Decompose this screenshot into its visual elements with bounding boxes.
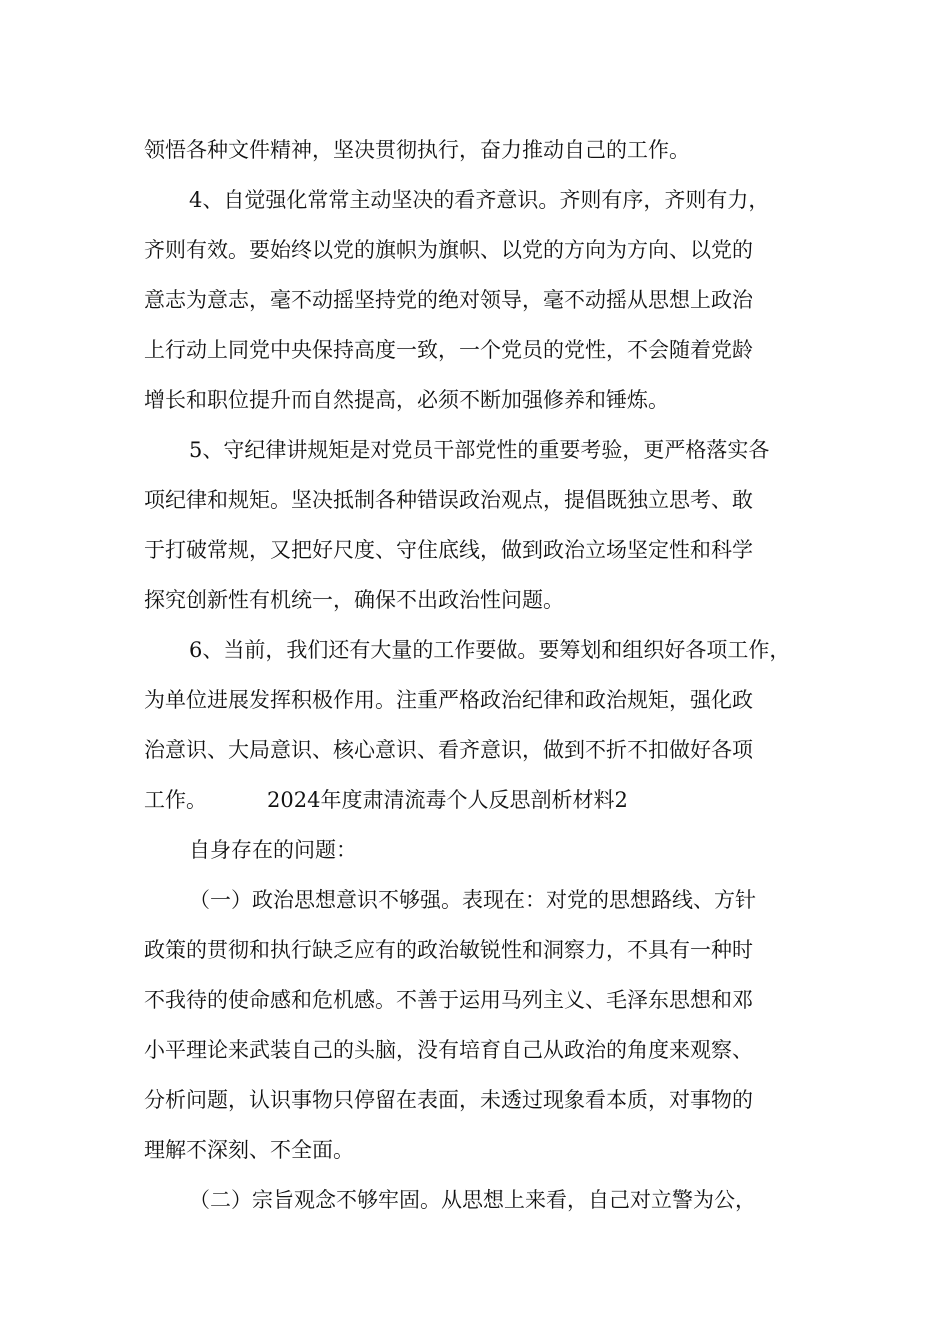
paragraph-two-line: （二）宗旨观念不够牢固。从思想上来看，自己对立警为公， [189,1188,756,1212]
paragraph-5-line: 5、守纪律讲规矩是对党员干部党性的重要考验，更严格落实各 [189,438,770,462]
text-line: 探究创新性有机统一，确保不出政治性问题。 [144,588,564,612]
text-line: 理解不深刻、不全面。 [144,1138,354,1162]
text-line: 分析问题，认识事物只停留在表面，未透过现象看本质，对事物的 [144,1088,753,1112]
text-line: 领悟各种文件精神，坚决贯彻执行，奋力推动自己的工作。 [144,138,690,162]
text-line: 于打破常规，又把好尺度、守住底线，做到政治立场坚定性和科学 [144,538,753,562]
text-line: 增长和职位提升而自然提高，必须不断加强修养和锤炼。 [144,388,669,412]
text-line: 齐则有效。要始终以党的旗帜为旗帜、以党的方向为方向、以党的 [144,238,753,262]
text-line: 为单位进展发挥积极作用。注重严格政治纪律和政治规矩，强化政 [144,688,753,712]
text-line: 意志为意志，毫不动摇坚持党的绝对领导，毫不动摇从思想上政治 [144,288,753,312]
document-subtitle: 2024年度肃清流毒个人反思剖析材料2 [267,788,628,812]
text-line: 不我待的使命感和危机感。不善于运用马列主义、毛泽东思想和邓 [144,988,753,1012]
text-line: 政策的贯彻和执行缺乏应有的政治敏锐性和洞察力，不具有一种时 [144,938,753,962]
paragraph-one-line: （一）政治思想意识不够强。表现在：对党的思想路线、方针 [189,888,756,912]
section-heading: 自身存在的问题： [189,838,357,862]
text-line: 上行动上同党中央保持高度一致，一个党员的党性，不会随着党龄 [144,338,753,362]
paragraph-6-line: 6、当前，我们还有大量的工作要做。要筹划和组织好各项工作， [189,638,791,662]
text-line: 治意识、大局意识、核心意识、看齐意识，做到不折不扣做好各项 [144,738,753,762]
text-line: 项纪律和规矩。坚决抵制各种错误政治观点，提倡既独立思考、敢 [144,488,753,512]
text-line [144,785,628,815]
paragraph-4-line: 4、自觉强化常常主动坚决的看齐意识。齐则有序，齐则有力， [189,188,770,212]
text-fragment: 工作。 [144,788,207,812]
text-line: 小平理论来武装自己的头脑，没有培育自己从政治的角度来观察、 [144,1038,753,1062]
